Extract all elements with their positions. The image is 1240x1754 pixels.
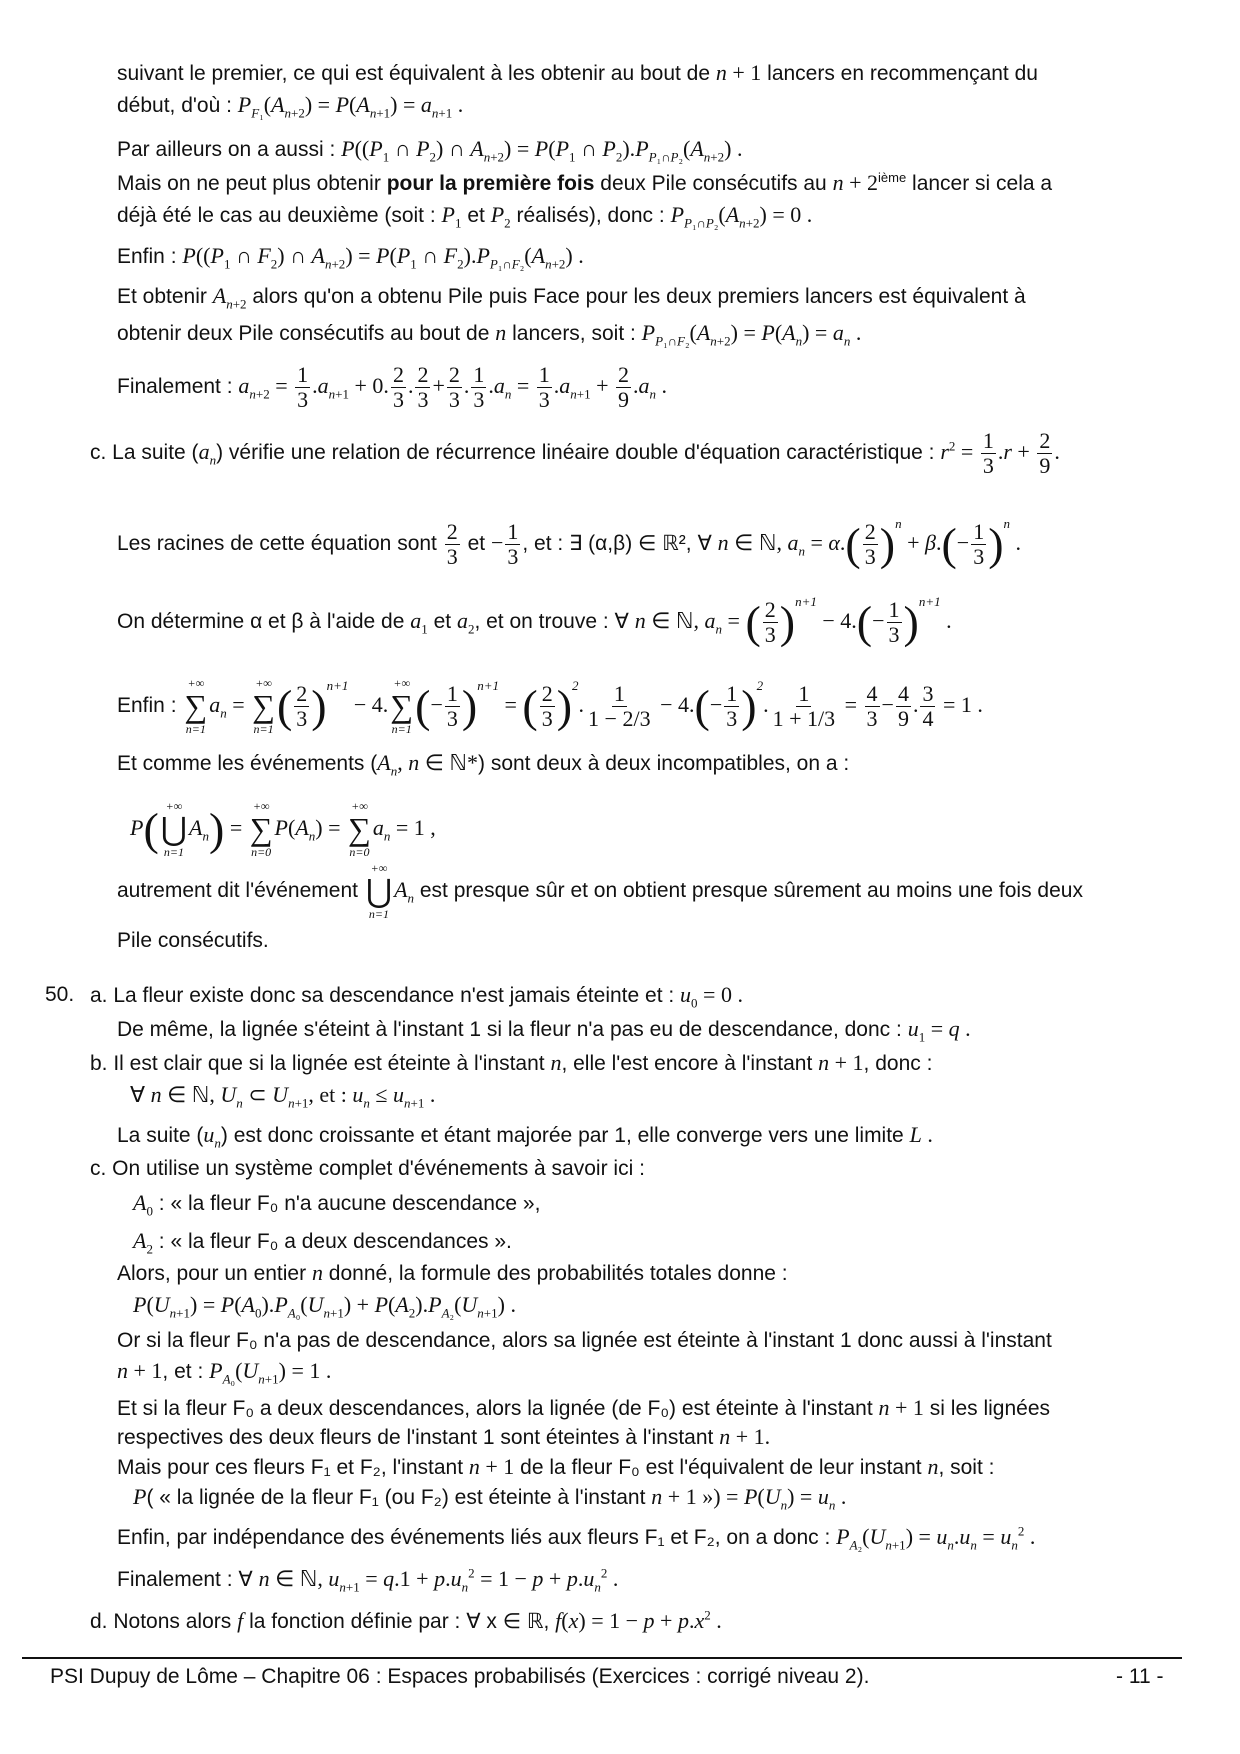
formula-line: n + 1, et : $P_{A_0}(U_{n+1}) = 1$ . [117, 1358, 332, 1387]
text-line: Pile consécutifs. [117, 929, 269, 952]
text-line: obtenir deux Pile consécutifs au bout de n lancers, soit : $P_{P_1\cap F_2}(A_{n+2}) = P(A_n) = a_n$ . [117, 320, 862, 349]
formula-line: Enfin, par indépendance des événements liés aux fleurs F₁ et F₂, on a donc : $P_{A_2}(U_{n+1}) = u_n.u_n = u_n^2$ . [117, 1523, 1036, 1553]
formula-line: On détermine α et β à l'aide de $a_1$ et $a_2$, et on trouve : ∀ n ∈ ℕ, $a_n$ = ( $\frac{2}{3}$ )$^{n+1}$ − 4.(− $\frac{1}{3}$ )$^{n+1}$ . [117, 594, 952, 648]
footer-title: PSI Dupuy de Lôme – Chapitre 06 : Espaces probabilisés (Exercices : corrigé niveau 2). [50, 1665, 870, 1688]
text-line: $A_0$ : « la fleur F₀ n'a aucune descendance », [133, 1190, 541, 1219]
text-line: Enfin : $P((P_1$ ∩ $F_2$) ∩ $A_{n+2}) = P(P_1$ ∩ $F_2).P_{P_1\cap F_2}(A_{n+2})$ . [117, 243, 584, 272]
text-line: a. La fleur existe donc sa descendance n'est jamais éteinte et : $u_0 = 0$ . [90, 982, 743, 1011]
text-line: Et obtenir $A_{n+2}$ alors qu'on a obtenu Pile puis Face pour les deux premiers lancers est équivalent à [117, 283, 1026, 312]
text-line: Mais on ne peut plus obtenir pour la première fois deux Pile consécutifs au n + 2ième lancer si cela a [117, 170, 1053, 195]
text-line: déjà été le cas au deuxième (soit : $P_1$ et $P_2$ réalisés), donc : $P_{P_1\cap P_2}(A_{n+2}) = 0$ . [117, 202, 813, 231]
text-line: Et comme les événements ($A_n$, n ∈ ℕ*) sont deux à deux incompatibles, on a : [117, 750, 850, 779]
formula-line: Les racines de cette équation sont $\frac{2}{3}$ et − $\frac{1}{3}$ , et : ∃ (α,β) ∈ ℝ², ∀ n ∈ ℕ, $a_n = \alpha$.( $\frac{2}{3}$ )$^n$ + β.(− $\frac{1}{3}$ )$^n$ . [117, 516, 1022, 570]
formula-line: ∀ n ∈ ℕ, $U_n$ ⊂ $U_{n+1}$, et : $u_n \le u_{n+1}$ . [130, 1082, 436, 1111]
text-line: Et si la fleur F₀ a deux descendances, alors la lignée (de F₀) est éteinte à l'instant n + 1 si les lignées [117, 1395, 1051, 1420]
formula-line: Finalement : $a_{n+2}$ = $\frac{1}{3}$ $.a_{n+1} + 0$. $\frac{2}{3}$ . $\frac{2}{3}$ + $\frac{2}{3}$ . $\frac{1}{3}$ $.a_n$ = $\frac{1}{3}$ $.a_{n+1}$ + $\frac{2}{9}$ $.a_n$ . [117, 361, 668, 412]
formula-line: P( +∞ ⋃ n=1 $A_n$) = +∞ ∑ n=0 $P(A_n)$ = +∞ ∑ n=0 $a_n = 1$ , [130, 799, 436, 860]
text-line: De même, la lignée s'éteint à l'instant 1 si la fleur n'a pas eu de descendance, donc : $u_1 = q$ . [117, 1016, 971, 1045]
page-number: - 11 - [1116, 1665, 1164, 1688]
formula-line: Finalement : ∀ n ∈ ℕ, $u_{n+1} = q.1 + p.u_n^2 = 1 - p + p.u_n^2$ . [117, 1565, 619, 1595]
formula-line: $P(U_{n+1}) = P(A_0).P_{A_0}(U_{n+1}) + P(A_2).P_{A_2}(U_{n+1})$ . [133, 1292, 516, 1321]
text-line: c. On utilise un système complet d'événements à savoir ici : [90, 1157, 645, 1180]
formula-line: d. Notons alors f la fonction définie par : ∀ x ∈ ℝ, $f(x) = 1 - p + p.x^2$ . [90, 1607, 722, 1633]
exercise-number: 50. [45, 983, 75, 1006]
text-line: La suite $(u_n)$ est donc croissante et étant majorée par 1, elle converge vers une limite L . [117, 1122, 933, 1151]
text-line: b. Il est clair que si la lignée est éteinte à l'instant n, elle l'est encore à l'instant n + 1, donc : [90, 1050, 933, 1075]
formula-line: Enfin : +∞ ∑ n=1 $a_n$ = +∞ ∑ n=1 ( $\frac{2}{3}$ )$^{n+1}$ − 4. +∞ ∑ n=1 (− $\frac{1}{3}$ )$^{n+1}$ = ( $\frac{2}{3}$ )$^2$. $\frac{1}{1 - 2/3}$ − 4.(− $\frac{1}{3}$ )$^2$. $\frac{1}{1 + 1/3}$ = $\frac{4}{3}$ − $\frac{4}{9}$ . $\frac{3}{4}$ = 1 . [117, 676, 983, 737]
formula-line: P( « la lignée de la fleur F₁ (ou F₂) est éteinte à l'instant n + 1 ») = $P(U_n) = u_n$ . [133, 1484, 847, 1513]
text-line: Mais pour ces fleurs F₁ et F₂, l'instant n + 1 de la fleur F₀ est l'équivalent de leur instant n, soit : [117, 1454, 995, 1479]
text-line: Par ailleurs on a aussi : $P((P_1$ ∩ $P_2$) ∩ $A_{n+2}) = P(P_1$ ∩ $P_2).P_{P_1\cap P_2}(A_{n+2})$ . [117, 136, 743, 165]
text-line: Or si la fleur F₀ n'a pas de descendance, alors sa lignée est éteinte à l'instant 1 donc aussi à l'instant [117, 1329, 1052, 1352]
footer-rule [22, 1657, 1182, 1659]
formula-line: c. La suite $(a_n)$ vérifie une relation de récurrence linéaire double d'équation caractéristique : $r^2$ = $\frac{1}{3}$ .r + $\frac{2}{9}$ . [90, 427, 1060, 478]
text-line: suivant le premier, ce qui est équivalent à les obtenir au bout de n + 1 lancers en recommençant du [117, 60, 1038, 85]
text-line: $A_2$ : « la fleur F₀ a deux descendances ». [133, 1228, 512, 1257]
text-line: Alors, pour un entier n donné, la formule des probabilités totales donne : [117, 1260, 788, 1285]
text-line: début, d'où : $P_{F_1}(A_{n+2}) = P(A_{n+1}) = a_{n+1}$ . [117, 92, 464, 121]
text-line: respectives des deux fleurs de l'instant 1 sont éteintes à l'instant n + 1. [117, 1424, 771, 1449]
formula-line: autrement dit l'événement +∞ ⋃ n=1 $A_n$ est presque sûr et on obtient presque sûrement au moins une fois deux [117, 861, 1083, 922]
